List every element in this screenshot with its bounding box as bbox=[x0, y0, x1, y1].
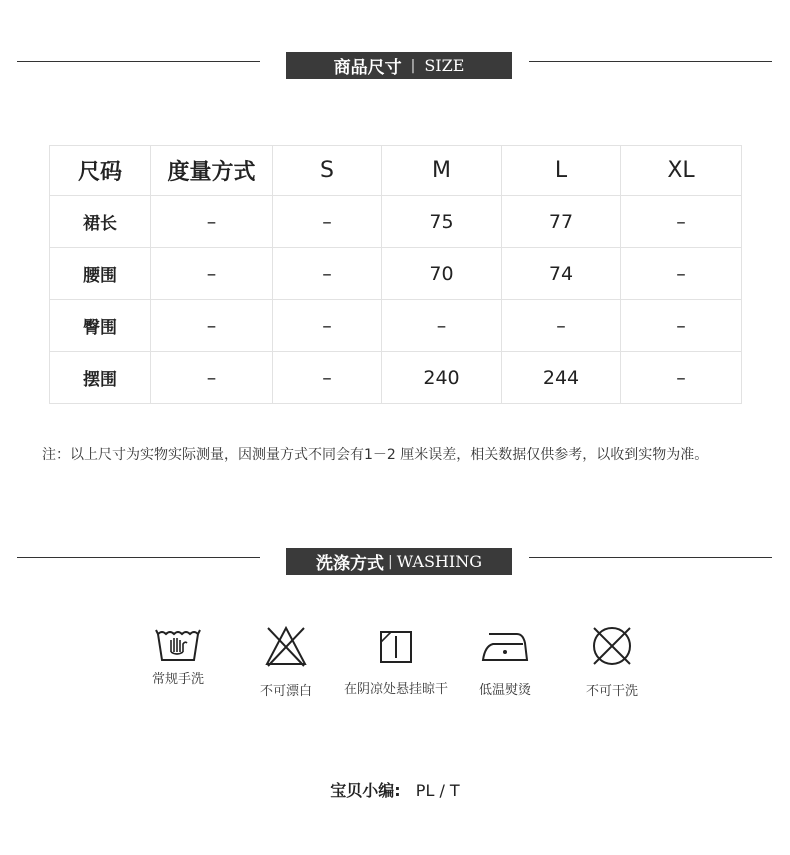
table-cell: 244 bbox=[502, 352, 621, 404]
size-title-en: SIZE bbox=[424, 56, 465, 75]
header-size: 尺码 bbox=[50, 146, 151, 196]
size-title-separator: | bbox=[410, 57, 416, 74]
table-row bbox=[50, 352, 742, 404]
table-cell: – bbox=[621, 248, 742, 300]
header-xl: XL bbox=[621, 146, 742, 196]
table-row bbox=[50, 196, 742, 248]
size-left-rule bbox=[17, 61, 260, 62]
table-cell: – bbox=[151, 196, 273, 248]
wash-title-cn: 洗涤方式 bbox=[316, 554, 385, 574]
row-label: 腰围 bbox=[50, 248, 151, 300]
wash-label-low-iron: 低温熨烫 bbox=[478, 683, 531, 698]
low-iron-icon bbox=[481, 631, 529, 663]
table-cell: – bbox=[621, 300, 742, 352]
table-cell: – bbox=[273, 196, 382, 248]
table-cell: – bbox=[621, 352, 742, 404]
size-table bbox=[49, 145, 742, 404]
row-label: 裙长 bbox=[50, 196, 151, 248]
wash-item-no-dry-clean bbox=[547, 624, 677, 699]
table-row bbox=[50, 300, 742, 352]
header-measure-method: 度量方式 bbox=[151, 146, 273, 196]
wash-label-no-dry-clean: 不可干洗 bbox=[585, 684, 638, 699]
table-cell: 75 bbox=[382, 196, 502, 248]
table-cell: – bbox=[151, 248, 273, 300]
table-cell: – bbox=[273, 352, 382, 404]
no-bleach-icon bbox=[264, 624, 308, 668]
table-cell: 240 bbox=[382, 352, 502, 404]
table-cell: – bbox=[621, 196, 742, 248]
size-right-rule bbox=[529, 61, 772, 62]
editor-value: PL / T bbox=[415, 781, 460, 800]
size-table-header-row bbox=[50, 146, 742, 196]
row-label: 摆围 bbox=[50, 352, 151, 404]
size-title-cn: 商品尺寸 bbox=[333, 58, 402, 78]
wash-left-rule bbox=[17, 557, 260, 558]
size-section-banner bbox=[286, 52, 512, 79]
table-cell: – bbox=[151, 352, 273, 404]
header-l: L bbox=[502, 146, 621, 196]
table-row bbox=[50, 248, 742, 300]
measurement-note: 注：以上尺寸为实物实际测量，因测量方式不同会有1－2 厘米误差，相关数据仅供参考，以收到实物为准。 bbox=[42, 447, 709, 463]
table-cell: 77 bbox=[502, 196, 621, 248]
wash-title-separator: | bbox=[388, 553, 393, 570]
no-dry-clean-icon bbox=[590, 624, 634, 668]
table-cell: 70 bbox=[382, 248, 502, 300]
wash-label-hand-wash: 常规手洗 bbox=[151, 672, 204, 687]
wash-label-line-dry-shade: 在阴凉处悬挂晾干 bbox=[343, 682, 448, 697]
wash-right-rule bbox=[529, 557, 772, 558]
header-s: S bbox=[273, 146, 382, 196]
wash-title-en: WASHING bbox=[396, 552, 482, 571]
table-cell: – bbox=[151, 300, 273, 352]
line-dry-shade-icon bbox=[379, 630, 413, 664]
row-label: 臀围 bbox=[50, 300, 151, 352]
table-cell: 74 bbox=[502, 248, 621, 300]
editor-line bbox=[0, 778, 790, 801]
editor-label: 宝贝小编: bbox=[330, 781, 401, 800]
table-cell: – bbox=[273, 248, 382, 300]
wash-label-no-bleach: 不可漂白 bbox=[259, 684, 312, 699]
header-m: M bbox=[382, 146, 502, 196]
table-cell: – bbox=[382, 300, 502, 352]
hand-wash-icon bbox=[154, 626, 202, 662]
wash-section-banner bbox=[286, 548, 512, 575]
table-cell: – bbox=[502, 300, 621, 352]
table-cell: – bbox=[273, 300, 382, 352]
